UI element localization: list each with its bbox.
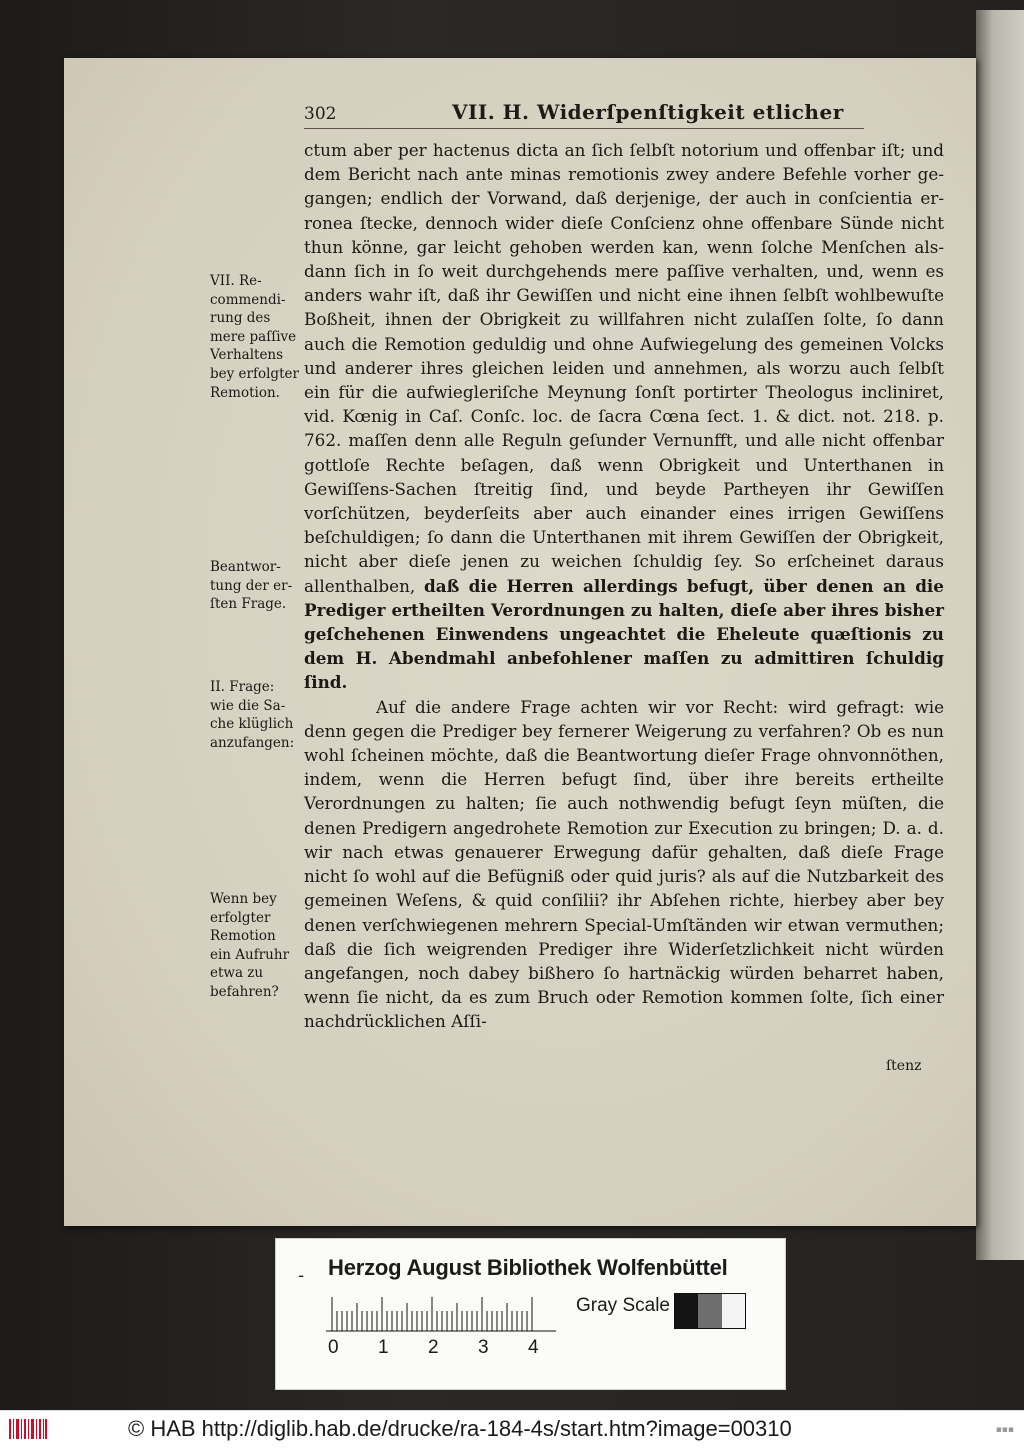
paragraph xyxy=(304,695,944,1034)
paragraph xyxy=(304,138,944,695)
ruler-label: 4 xyxy=(528,1337,539,1358)
ruler-label: 0 xyxy=(328,1337,339,1358)
paragraph-bold-text: daß die Herren allerdings befugt, über denen an die Prediger ertheilten Verordnungen zu halten, dieſe aber ihres bisher geſchehenen Einwendens ungeachtet die Eheleute quæſtionis zu dem H. Abendmahl anbefohlener maſſen zu admittiren ſchuldig ſind. xyxy=(304,575,944,693)
book-page xyxy=(64,58,976,1226)
margin-note: Wenn bey erfolgter Remotion ein Aufruhr etwa zu befahren? xyxy=(210,891,290,1000)
gray-swatch-mid xyxy=(698,1294,721,1328)
hab-barcode-logo-icon xyxy=(8,1416,48,1442)
ruler-icon xyxy=(326,1293,566,1333)
page-header xyxy=(304,98,864,129)
margin-note: Beantwortung der erſten Frage. xyxy=(210,559,293,613)
footer-dots-icon: ▪▪▪ xyxy=(995,1425,1014,1435)
page-number: 302 xyxy=(304,104,337,124)
adjacent-page-edge xyxy=(976,10,1024,1260)
card-title: Herzog August Bibliothek Wolfenbüttel xyxy=(328,1255,728,1280)
paragraph-text: Auf die andere Frage achten wir vor Recht: wird gefragt: wie denn gegen die Prediger bey fernerer Weigerung zu verfahren? Ob es nun wohl ſcheinen möchte, daß die Beantwortung dieſer Frage ohnvonnöthen, indem, wenn die Herren befugt ſind, über ihre bereits ertheilte Verordnungen zu halten; ſie auch nothwendig befugt ſeyn müſten, die denen Predigern angedrohete Remotion zur Execution zu bringen; D. a. d. wir nach etwas genauerer Erwegung dafür gehalten, daß dieſe Frage nicht ſo wohl auf die Befügniß oder quid juris? als auf die Nutzbarkeit des gemeinen Weſens, & quid conſilii? ihr Abſehen richte, hierbey aber bey denen verſchwiegenen mehrern Special-Umſtänden wir etwan vermuthen; daß die ſich weigrenden Prediger ihre Widerſetzlichkeit nicht würden angefangen, noch dabey bißhero ſo hartnäckig würden beharret haben, wenn ſie nicht, da es zum Bruch oder Remotion kommen ſolte, ſich einer nachdrücklichen Aſſi- xyxy=(304,696,944,1032)
paragraph-text: ctum aber per hactenus dicta an ſich ſelbſt notorium und offenbar iſt; und dem Bericht nach ante minas remotionis zwey andere Befehle vorher gegangen; endlich der Vorwand, daß derjenige, der auch in conſcientia erronea ſtecke, dennoch wider dieſe Conſcienz ohne offenbare Sünde nicht thun könne, gar leicht gehoben werden kan, wenn ſolche Menſchen alsdann ſich in ſo weit durchgehends mere paſſive verhalten, und, wenn es anders wahr iſt, daß ihr Gewiſſen und nicht eine ihnen ſelbſt wohlbewuſte Boßheit, ihnen der Obrigkeit zu willfahren nicht zulaſſen ſolte, ſo dann auch die Remotion geduldig und ohne Aufwiegelung des gemeinen Volcks und anderer ihres gleichen leiden und annehmen, als worzu auch ſelbſt ein für die aufwiegleriſche Meynung ſonſt portirter Theologus incliniret, vid. Kœnig in Caſ. Conſc. loc. de ſacra Cœna ſect. 1. & dict. not. 218. p. 762. maſſen denn alle Reguln geſunder Vernunfft, und alle nicht offenbar gottloſe Rechte beſagen, daß wenn Obrigkeit und Unterthanen in Gewiſſens-Sachen ſtreitig ſind, und beyde Partheyen ihr Gewiſſen vorſchützen, beyderſeits aber auch einander eines irrigen Gewiſſens beſchuldigen; ſo dann die Unterthanen mit ihrem Gewiſſen der Obrigkeit, nicht aber dieſe jenen zu weichen ſchuldig ſey. So erſcheinet daraus allenthalben, xyxy=(304,140,944,596)
card-dash: - xyxy=(298,1265,305,1286)
gray-swatch-black xyxy=(675,1294,698,1328)
gray-scale-swatch xyxy=(674,1293,746,1329)
margin-note: II. Frage: wie die Sache klüglich anzufangen: xyxy=(210,679,295,751)
margin-note: VII. Recommendirung des mere paſſive Verhaltens bey erfolgter Remotion. xyxy=(210,273,299,401)
footer-copyright-link[interactable]: © HAB http://diglib.hab.de/drucke/ra-184-4s/start.htm?image=00310 xyxy=(128,1416,792,1441)
running-title: VII. H. Widerſpenſtigkeit etlicher xyxy=(452,100,844,124)
body-text xyxy=(304,138,944,1034)
ruler-label: 3 xyxy=(478,1337,489,1358)
catchword: ſtenz xyxy=(886,1058,922,1074)
footer-bar xyxy=(0,1410,1024,1448)
gray-swatch-white xyxy=(722,1294,745,1328)
gray-scale-label: Gray Scale xyxy=(576,1295,670,1316)
ruler-label: 1 xyxy=(378,1337,389,1358)
library-color-card xyxy=(275,1238,786,1390)
ruler-label: 2 xyxy=(428,1337,439,1358)
